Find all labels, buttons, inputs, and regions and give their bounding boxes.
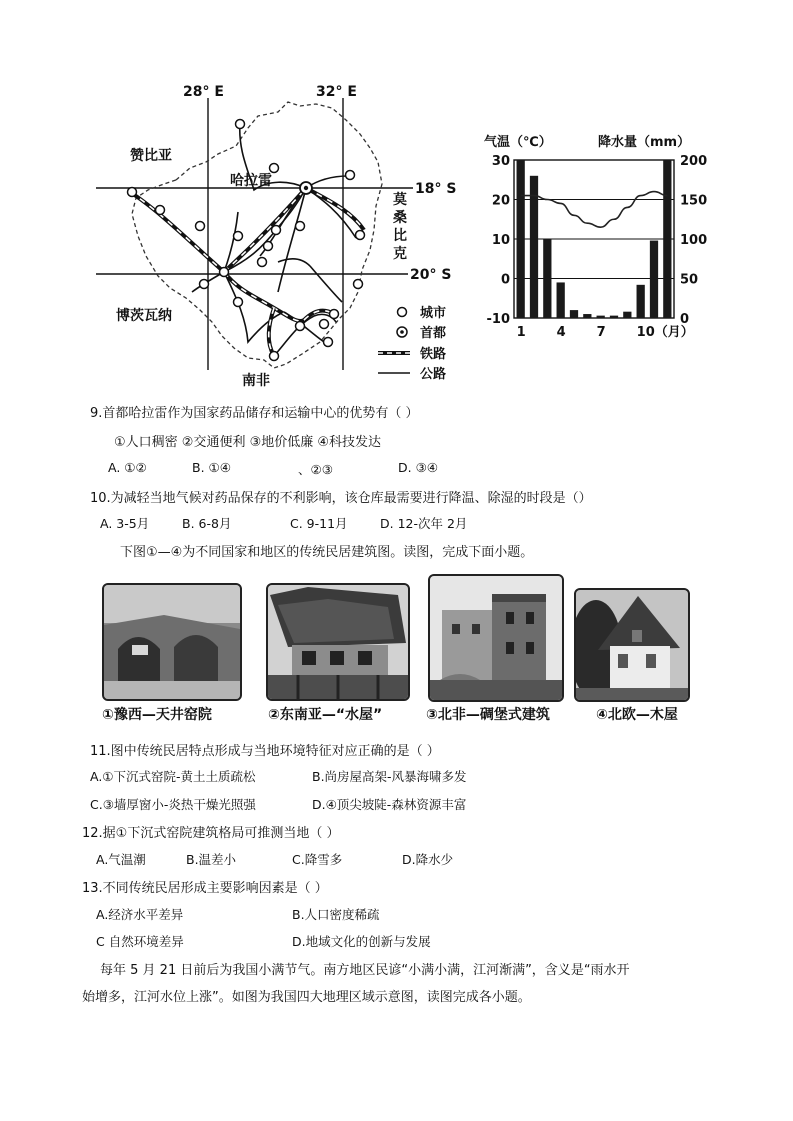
precip-bar bbox=[557, 282, 565, 318]
mozambique-label-4: 克 bbox=[393, 246, 407, 262]
lon-28e-label: 28° E bbox=[183, 84, 224, 100]
precip-bar bbox=[570, 310, 578, 318]
q9-option-c[interactable]: 、②③ bbox=[298, 462, 333, 477]
x-tick-label: 10（月） bbox=[636, 325, 694, 340]
precip-bar bbox=[623, 312, 631, 318]
precip-bar bbox=[637, 285, 645, 318]
caption-1: ①豫西—天井窑院 bbox=[102, 707, 212, 723]
intro-xiaoman-line2: 始增多，江河水位上涨”。如图为我国四大地理区域示意图，读图完成各小题。 bbox=[82, 990, 531, 1005]
q11-option-a[interactable]: A.①下沉式窑院-黄土土质疏松 bbox=[90, 769, 256, 784]
q11-option-d[interactable]: D.④顶尖坡陡-森林资源丰富 bbox=[312, 797, 467, 812]
harare-label: 哈拉雷 bbox=[230, 173, 272, 189]
left-tick-label: 20 bbox=[491, 193, 510, 209]
photo-fortress-building bbox=[428, 574, 564, 702]
q12-option-b[interactable]: B.温差小 bbox=[186, 852, 237, 867]
q11-option-c[interactable]: C.③墙厚窗小-炎热干燥光照强 bbox=[90, 797, 256, 812]
x-ticks bbox=[517, 324, 694, 340]
q9-option-a[interactable]: A. ①② bbox=[108, 460, 147, 475]
q13-option-b[interactable]: B.人口密度稀疏 bbox=[292, 907, 380, 922]
right-tick-label: 100 bbox=[680, 233, 708, 248]
legend-railway-label: 铁路 bbox=[420, 347, 447, 362]
precip-bar bbox=[517, 160, 525, 318]
q13-option-a[interactable]: A.经济水平差异 bbox=[96, 907, 184, 922]
intro-xiaoman-line1: 每年 5 月 21 日前后为我国小满节气。南方地区民谚“小满小满，江河渐满”，含义是“雨水开 bbox=[100, 963, 630, 978]
right-axis-title: 降水量（mm） bbox=[598, 135, 691, 150]
legend-capital-label: 首都 bbox=[420, 326, 447, 341]
legend-city-label: 城市 bbox=[420, 306, 447, 321]
caption-4: ④北欧—木屋 bbox=[596, 707, 678, 723]
zimbabwe-map bbox=[88, 80, 480, 390]
right-tick-label: 150 bbox=[680, 193, 708, 209]
right-tick-label: 200 bbox=[680, 154, 708, 169]
q10-option-d[interactable]: D. 12-次年 2月 bbox=[380, 516, 468, 531]
q12-option-c[interactable]: C.降雪多 bbox=[292, 852, 343, 867]
lon-32e-label: 32° E bbox=[316, 84, 357, 100]
caption-2: ②东南亚—“水屋” bbox=[268, 707, 383, 723]
q9-stem: 9.首都哈拉雷作为国家药品储存和运输中心的优势有（ ） bbox=[90, 406, 419, 421]
q13-option-d[interactable]: D.地域文化的创新与发展 bbox=[292, 934, 431, 949]
harare-capital-dot bbox=[304, 186, 308, 190]
photo-water-house bbox=[266, 583, 410, 701]
x-tick-label: 1 bbox=[516, 325, 526, 340]
left-ticks bbox=[487, 154, 511, 327]
q10-option-c[interactable]: C. 9-11月 bbox=[290, 516, 348, 531]
precip-bar bbox=[543, 239, 551, 318]
right-tick-label: 0 bbox=[680, 312, 690, 327]
q12-option-d[interactable]: D.降水少 bbox=[402, 852, 454, 867]
intro-houses: 下图①—④为不同国家和地区的传统民居建筑图。读图，完成下面小题。 bbox=[120, 545, 534, 560]
climate-chart bbox=[478, 128, 710, 346]
precip-bar bbox=[530, 176, 538, 318]
botswana-label: 博茨瓦纳 bbox=[116, 308, 172, 324]
q13-stem: 13.不同传统民居形成主要影响因素是（ ） bbox=[82, 881, 328, 896]
q9-items: ①人口稠密 ②交通便利 ③地价低廉 ④科技发达 bbox=[114, 435, 382, 450]
caption-3: ③北非—碉堡式建筑 bbox=[426, 707, 550, 723]
q11-stem: 11.图中传统民居特点形成与当地环境特征对应正确的是（ ） bbox=[90, 744, 440, 759]
mozambique-label-2: 桑 bbox=[393, 210, 407, 226]
mozambique-label-3: 比 bbox=[393, 228, 407, 244]
x-tick-label: 4 bbox=[556, 325, 566, 340]
q9-option-d[interactable]: D. ③④ bbox=[398, 460, 438, 475]
legend-road-label: 公路 bbox=[420, 367, 447, 382]
precip-bar bbox=[597, 316, 605, 318]
left-tick-label: -10 bbox=[486, 312, 510, 327]
x-tick-label: 7 bbox=[596, 325, 606, 340]
q9-option-b[interactable]: B. ①④ bbox=[192, 460, 231, 475]
precip-bar bbox=[610, 316, 618, 318]
q10-stem: 10.为减轻当地气候对药品保存的不利影响，该仓库最需要进行降温、除湿的时段是（） bbox=[90, 491, 592, 506]
left-tick-label: 0 bbox=[500, 272, 510, 288]
lat-18s-label: 18° S bbox=[415, 181, 457, 197]
right-ticks bbox=[680, 154, 707, 327]
q10-option-a[interactable]: A. 3-5月 bbox=[100, 516, 150, 531]
q11-option-b[interactable]: B.尚房屋高架-风暴海啸多发 bbox=[312, 769, 467, 784]
left-tick-label: 10 bbox=[491, 233, 510, 248]
photo-wooden-house bbox=[574, 588, 690, 702]
lat-20s-label: 20° S bbox=[410, 267, 452, 283]
precip-bar bbox=[583, 314, 591, 318]
precip-bar bbox=[650, 241, 658, 318]
precip-bar bbox=[663, 160, 671, 318]
left-tick-label: 30 bbox=[491, 154, 510, 169]
right-tick-label: 50 bbox=[680, 272, 699, 288]
q13-option-c[interactable]: C 自然环境差异 bbox=[96, 934, 184, 949]
photo-cave-dwelling bbox=[102, 583, 242, 701]
legend-city-symbol bbox=[398, 308, 407, 317]
q12-option-a[interactable]: A.气温潮 bbox=[96, 852, 146, 867]
temperature-line bbox=[521, 192, 668, 228]
zambia-label: 赞比亚 bbox=[130, 148, 172, 164]
south-africa-label: 南非 bbox=[242, 373, 270, 389]
q12-stem: 12.据①下沉式窑院建筑格局可推测当地（ ） bbox=[82, 826, 340, 841]
border-line bbox=[132, 102, 382, 368]
left-axis-title: 气温（℃） bbox=[484, 135, 552, 150]
roads bbox=[192, 122, 356, 356]
q10-option-b[interactable]: B. 6-8月 bbox=[182, 516, 232, 531]
mozambique-label-1: 莫 bbox=[393, 192, 407, 208]
